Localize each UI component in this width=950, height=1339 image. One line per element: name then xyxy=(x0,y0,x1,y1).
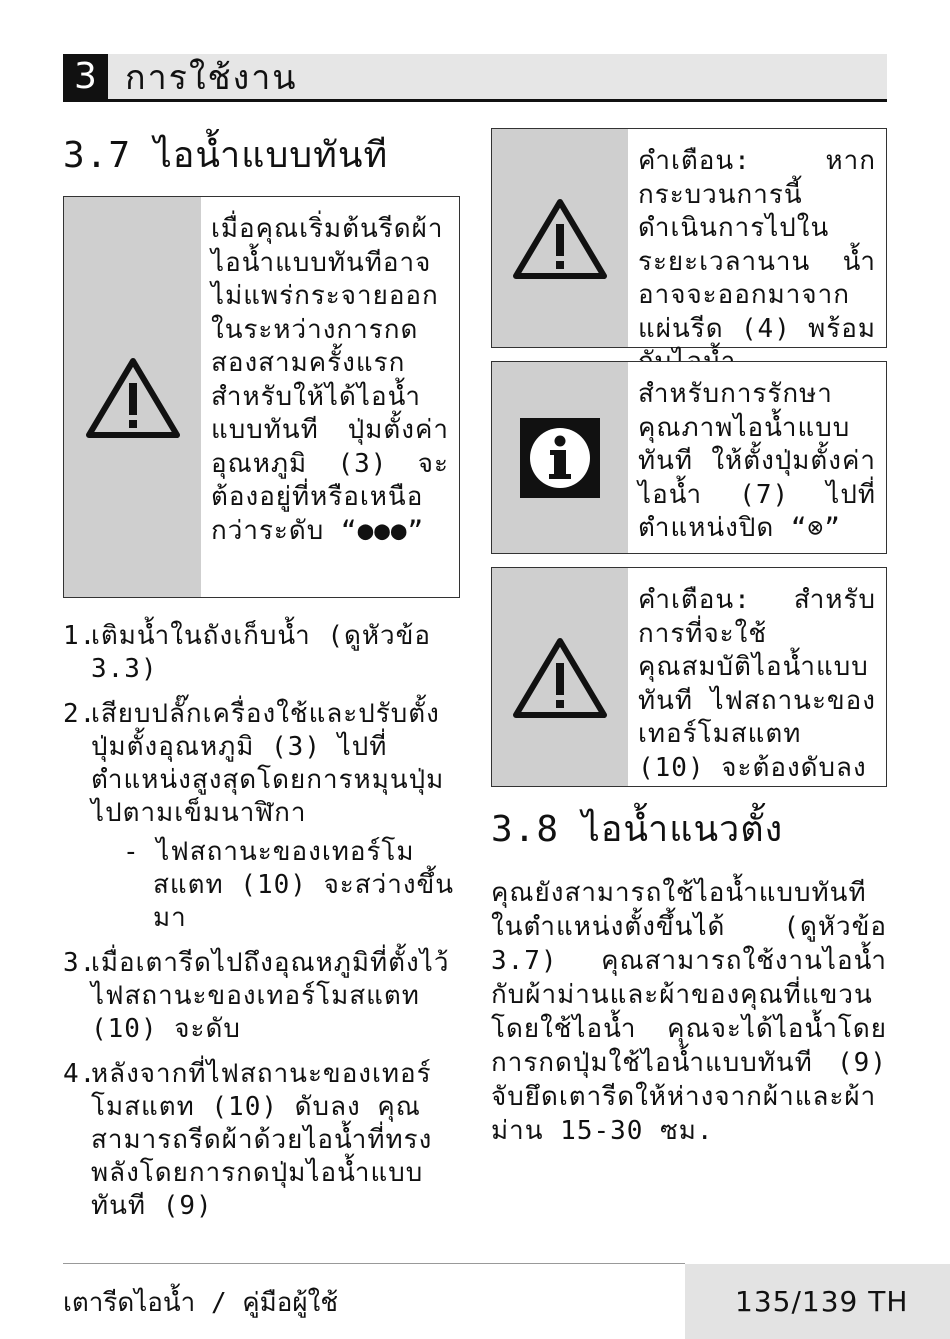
warning-box-water xyxy=(491,128,887,348)
footer-title: เตารีดไอน้ำ / คู่มือผู้ใช้ xyxy=(63,1288,338,1318)
section-number: 3 xyxy=(63,54,108,99)
step-text: เติมน้ำในถังเก็บน้ำ (ดูหัวข้อ 3.3) xyxy=(91,621,432,684)
step-text: หลังจากที่ไฟสถานะของเทอร์โมสแตท (10) ดับลง คุณสามารถรีดผ้าด้วยไอน้ำที่ทรงพลังโดยการกดปุ่มไอน้ำแบบทันที (9) xyxy=(91,1059,433,1221)
footer-divider xyxy=(63,1263,685,1264)
warning-side-panel xyxy=(492,568,628,786)
warning-icon xyxy=(512,635,608,719)
warning-text: เมื่อคุณเริ่มต้นรีดผ้า ไอน้ำแบบทันทีอาจไม่แพร่กระจายออกในระหว่างการกดสองสามครั้งแรก สำหรับให้ได้ไอน้ำแบบทันที ปุ่มตั้งค่าอุณหภูมิ (3) จะต้องอยู่ที่หรือเหนือกว่าระดับ “●●●” xyxy=(211,214,449,546)
heading-3-7: 3.7 ไอน้ำแบบทันที xyxy=(63,135,389,176)
info-side-panel xyxy=(492,362,628,553)
info-icon xyxy=(520,418,600,498)
step-text: เสียบปลั๊กเครื่องใช้และปรับตั้งปุ่มตั้งอุณหภูมิ (3) ไปที่ตำแหน่งสูงสุดโดยการหมุนปุ่มไปตามเข็มนาฬิกา xyxy=(91,699,445,828)
step-2-substep: - ไฟสถานะของเทอร์โมสแตท (10) จะสว่างขึ้นมา xyxy=(123,837,455,933)
step-number: 4. xyxy=(63,1059,97,1089)
step-text: เมื่อเตารีดไปถึงอุณหภูมิที่ตั้งไว้ ไฟสถานะของเทอร์โมสแตท (10) จะดับ xyxy=(91,948,450,1044)
steps-list xyxy=(63,620,460,1235)
warning-side-panel xyxy=(64,197,201,597)
step-number: 1. xyxy=(63,621,97,651)
step-1 xyxy=(63,620,460,686)
warning-box-instant-steam xyxy=(63,196,460,598)
heading-3-8: 3.8 ไอน้ำแนวตั้ง xyxy=(491,809,784,850)
note-text: คำเตือน: หากกระบวนการนี้ดำเนินการไปในระยะเวลานาน น้ำอาจจะออกมาจากแผ่นรีด (4) พร้อม xyxy=(638,146,876,344)
info-box xyxy=(491,361,887,554)
warning-icon xyxy=(512,196,608,280)
step-number: 2. xyxy=(63,699,97,729)
step-2 xyxy=(63,698,460,830)
page-number: 135/139 TH xyxy=(735,1285,909,1318)
warning-side-panel xyxy=(492,129,628,347)
section-title: การใช้งาน xyxy=(125,58,298,98)
vertical-steam-paragraph: คุณยังสามารถใช้ไอน้ำแบบทันทีในตำแหน่งตั้งขึ้นได้ (ดูหัวข้อ 3.7) คุณสามารถใช้งานไอน้ำกับผ้าม่านและผ้าของคุณที่แขวนโดยใช้ไอน้ำ คุณจะได้ไอน้ำโดยการกดปุ่มใช้ไอน้ำแบบทันที (9) จับยึดเตารีดให้ห่างจากผ้าและผ้าม่าน 15-30 ซม. xyxy=(491,878,887,1146)
warning-box-thermostat xyxy=(491,567,887,787)
section-header xyxy=(63,54,887,102)
step-number: 3. xyxy=(63,948,97,978)
warning-icon xyxy=(85,355,181,439)
note-text: คำเตือน: สำหรับการที่จะใช้คุณสมบัติไอน้ำแบบทันที ไฟสถานะของเทอร์โมสแตท (10) จะต้องดับลง xyxy=(638,585,876,783)
step-4 xyxy=(63,1058,460,1223)
step-3 xyxy=(63,947,460,1046)
page-number-box xyxy=(685,1264,950,1339)
note-text: สำหรับการรักษาคุณภาพไอน้ำแบบทันที ให้ตั้งปุ่มตั้งค่าไอน้ำ (7) ไปที่ตำแหน่งปิด “⊗” xyxy=(638,379,876,543)
